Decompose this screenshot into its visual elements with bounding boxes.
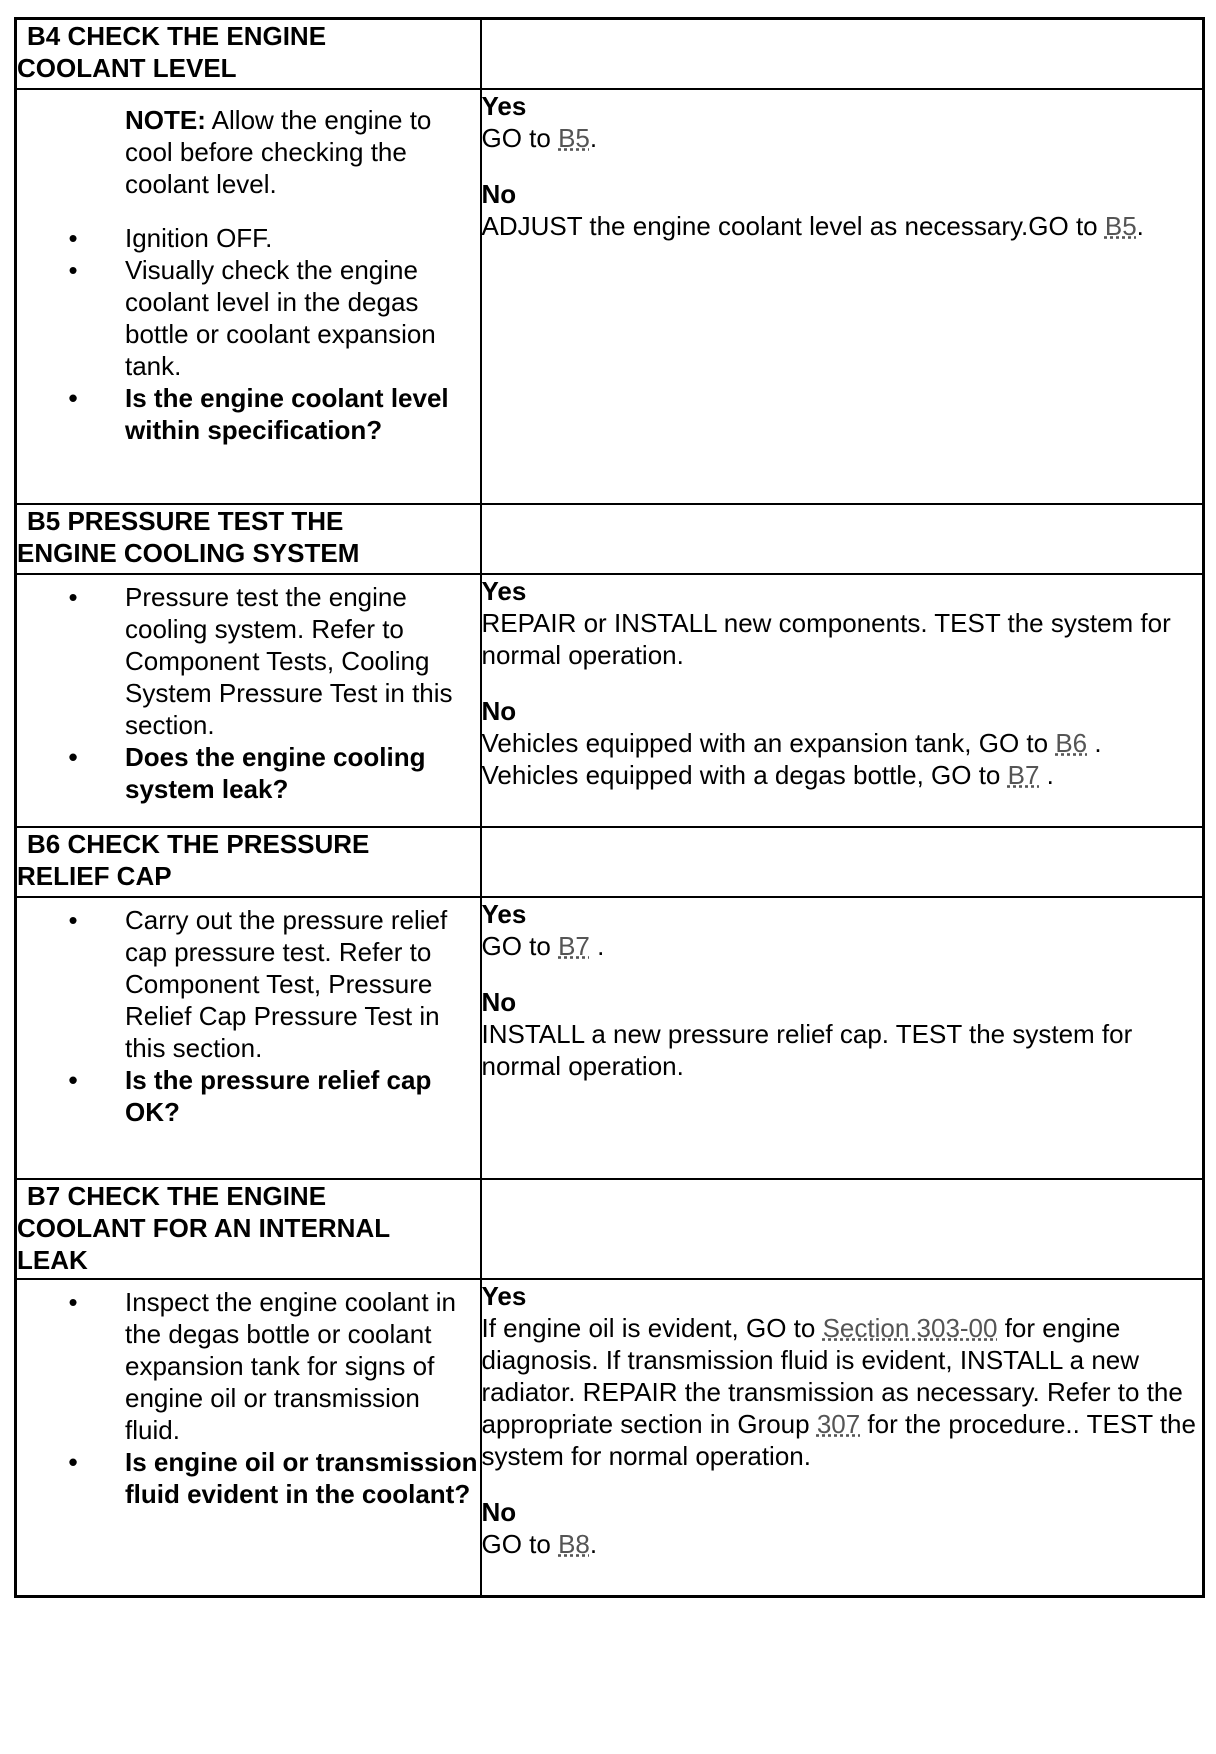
section-b6-header — [16, 827, 1204, 897]
no-label: No — [481, 178, 517, 209]
question-item: • Is the pressure relief cap OK? — [68, 1064, 432, 1127]
no-text: GO to B8. — [481, 1528, 598, 1559]
link-b5[interactable]: B5 — [1104, 210, 1137, 241]
link-section-303-00[interactable]: Section 303-00 — [822, 1312, 998, 1343]
section-b4-header-empty — [481, 19, 1204, 89]
section-b6-title: B6 CHECK THE PRESSURE RELIEF CAP — [16, 827, 481, 897]
step-item: • Visually check the engine coolant level in the degas bottle or coolant expansion tank. — [68, 254, 436, 381]
section-b4-title: B4 CHECK THE ENGINE COOLANT LEVEL — [16, 19, 481, 89]
section-b5-steps — [16, 574, 481, 827]
link-b6[interactable]: B6 — [1055, 727, 1088, 758]
yes-text: If engine oil is evident, GO to Section 303-00 for engine diagnosis. If transmission fluid is evident, INSTALL a new radiator. REPAIR the transmission as necessary. Refer to the appropriate section in Group 307 for the procedure.. TEST the system for normal operation. — [481, 1312, 1196, 1471]
diagnostic-table — [14, 17, 1205, 1598]
yes-text: GO to B5. — [481, 122, 598, 153]
no-label: No — [481, 695, 517, 726]
question-item: • Is the engine coolant level within specification? — [68, 382, 449, 445]
question-item: • Is engine oil or transmission fluid evident in the coolant? — [68, 1446, 478, 1509]
section-b6-answers — [481, 897, 1204, 1179]
section-b6-header-empty — [481, 827, 1204, 897]
link-b7[interactable]: B7 — [558, 930, 590, 961]
step-item: • Pressure test the engine cooling system. Refer to Component Tests, Cooling System Pressure Test in this section. — [68, 581, 453, 740]
yes-label: Yes — [481, 898, 527, 929]
section-b5-header-empty — [481, 504, 1204, 574]
link-group-307[interactable]: 307 — [816, 1408, 861, 1439]
section-b4-answers — [481, 89, 1204, 504]
note-text: NOTE: Allow the engine to cool before checking the coolant level. — [125, 104, 432, 199]
section-b7-body — [16, 1279, 1204, 1597]
yes-label: Yes — [481, 90, 527, 121]
link-b8[interactable]: B8 — [558, 1528, 590, 1559]
section-b7-steps — [16, 1279, 481, 1597]
section-b5-header — [16, 504, 1204, 574]
no-text-line1: Vehicles equipped with an expansion tank, GO to B6 . — [481, 727, 1102, 758]
link-b5[interactable]: B5 — [558, 122, 590, 153]
section-b7-header — [16, 1179, 1204, 1279]
section-b5-answers — [481, 574, 1204, 827]
no-label: No — [481, 1496, 517, 1527]
yes-text: GO to B7 . — [481, 930, 605, 961]
section-b6-body — [16, 897, 1204, 1179]
yes-label: Yes — [481, 575, 527, 606]
step-item: • Ignition OFF. — [68, 222, 273, 253]
section-b7-title: B7 CHECK THE ENGINE COOLANT FOR AN INTERNAL LEAK — [16, 1179, 481, 1279]
section-b4-steps — [16, 89, 481, 504]
section-b5-body — [16, 574, 1204, 827]
section-b6-steps — [16, 897, 481, 1179]
step-item: • Carry out the pressure relief cap pressure test. Refer to Component Test, Pressure Relief Cap Pressure Test in this section. — [68, 904, 448, 1063]
step-item: • Inspect the engine coolant in the degas bottle or coolant expansion tank for signs of engine oil or transmission fluid. — [68, 1286, 457, 1445]
section-b4-body — [16, 89, 1204, 504]
no-text-line2: Vehicles equipped with a degas bottle, GO to B7 . — [481, 759, 1054, 790]
no-text: INSTALL a new pressure relief cap. TEST the system for normal operation. — [481, 1018, 1133, 1081]
question-item: • Does the engine cooling system leak? — [68, 741, 426, 804]
no-label: No — [481, 986, 517, 1017]
section-b5-title: B5 PRESSURE TEST THE ENGINE COOLING SYSTEM — [16, 504, 481, 574]
section-b4-header — [16, 19, 1204, 89]
section-b7-header-empty — [481, 1179, 1204, 1279]
yes-text: REPAIR or INSTALL new components. TEST the system for normal operation. — [481, 607, 1171, 670]
link-b7[interactable]: B7 — [1007, 759, 1040, 790]
section-b7-answers — [481, 1279, 1204, 1597]
no-text: ADJUST the engine coolant level as necessary.GO to B5. — [481, 210, 1144, 241]
yes-label: Yes — [481, 1280, 527, 1311]
